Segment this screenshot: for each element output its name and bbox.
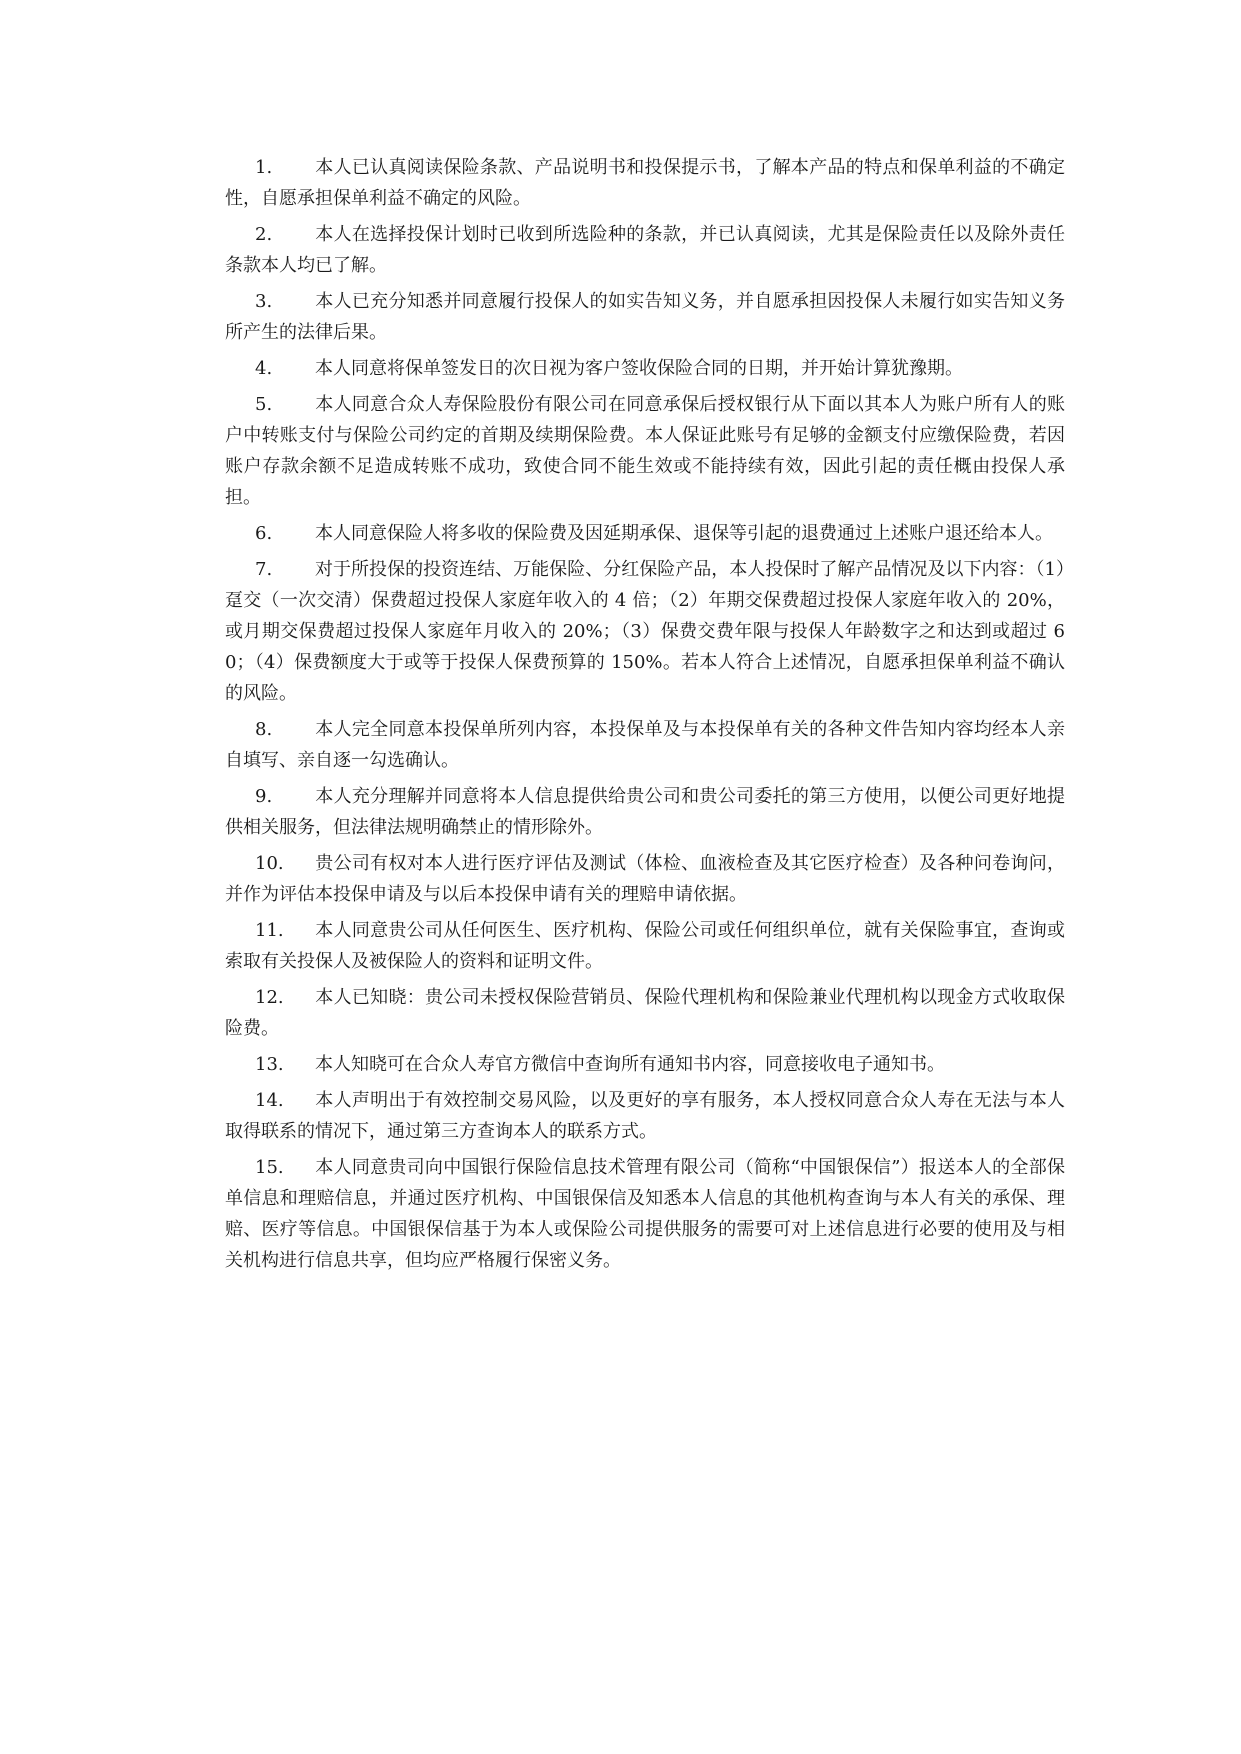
clause-text: 贵公司有权对本人进行医疗评估及测试（体检、血液检查及其它医疗检查）及各种问卷询问，并作为评估本投保申请及与以后本投保申请有关的理赔申请依据。 xyxy=(225,853,1065,905)
clause-text: 本人声明出于有效控制交易风险，以及更好的享有服务，本人授权同意合众人寿在无法与本人取得联系的情况下，通过第三方查询本人的联系方式。 xyxy=(225,1090,1065,1142)
clause-7 xyxy=(225,554,1065,709)
clause-text: 本人充分理解并同意将本人信息提供给贵公司和贵公司委托的第三方使用，以便公司更好地提供相关服务，但法律法规明确禁止的情形除外。 xyxy=(225,786,1065,838)
clause-text: 对于所投保的投资连结、万能保险、分红保险产品，本人投保时了解产品情况及以下内容：（1）趸交（一次交清）保费超过投保人家庭年收入的 4 倍；（2）年期交保费超过投保人家庭年收入的 20%，或月期交保费超过投保人家庭年月收入的 20%；（3）保费交费年限与投保人年龄数字之和达到或超过 60；（4）保费额度大于或等于投保人保费预算的 150%。若本人符合上述情况，自愿承担保单利益不确认的风险。 xyxy=(225,559,1065,704)
clause-number: 10. xyxy=(255,853,284,874)
clause-2 xyxy=(225,219,1065,281)
clause-6 xyxy=(225,518,1065,549)
clause-10 xyxy=(225,848,1065,910)
clause-1 xyxy=(225,152,1065,214)
clause-number: 11. xyxy=(255,920,284,941)
clause-text: 本人知晓可在合众人寿官方微信中查询所有通知书内容，同意接收电子通知书。 xyxy=(315,1054,945,1075)
clause-text: 本人同意保险人将多收的保险费及因延期承保、退保等引起的退费通过上述账户退还给本人。 xyxy=(315,523,1053,544)
clause-8 xyxy=(225,714,1065,776)
clause-number: 8. xyxy=(255,719,273,740)
clause-text: 本人同意贵司向中国银行保险信息技术管理有限公司（简称“中国银保信”）报送本人的全部保单信息和理赔信息，并通过医疗机构、中国银保信及知悉本人信息的其他机构查询与本人有关的承保、理赔、医疗等信息。中国银保信基于为本人或保险公司提供服务的需要可对上述信息进行必要的使用及与相关机构进行信息共享，但均应严格履行保密义务。 xyxy=(225,1157,1065,1271)
clause-number: 2. xyxy=(255,224,273,245)
clause-12 xyxy=(225,982,1065,1044)
clause-5 xyxy=(225,389,1065,513)
clause-14 xyxy=(225,1085,1065,1147)
clause-9 xyxy=(225,781,1065,843)
clause-number: 3. xyxy=(255,291,273,312)
clause-13 xyxy=(225,1049,1065,1080)
clause-number: 5. xyxy=(255,394,273,415)
clause-number: 4. xyxy=(255,358,273,379)
clause-text: 本人同意将保单签发日的次日视为客户签收保险合同的日期，并开始计算犹豫期。 xyxy=(315,358,963,379)
clause-number: 1. xyxy=(255,157,273,178)
clause-number: 7. xyxy=(255,559,273,580)
declaration-clauses xyxy=(225,152,1065,1281)
clause-number: 14. xyxy=(255,1090,284,1111)
clause-11 xyxy=(225,915,1065,977)
clause-number: 6. xyxy=(255,523,273,544)
clause-text: 本人已充分知悉并同意履行投保人的如实告知义务，并自愿承担因投保人未履行如实告知义务所产生的法律后果。 xyxy=(225,291,1065,343)
clause-text: 本人同意合众人寿保险股份有限公司在同意承保后授权银行从下面以其本人为账户所有人的账户中转账支付与保险公司约定的首期及续期保险费。本人保证此账号有足够的金额支付应缴保险费，若因账户存款余额不足造成转账不成功，致使合同不能生效或不能持续有效，因此引起的责任概由投保人承担。 xyxy=(225,394,1065,508)
clause-3 xyxy=(225,286,1065,348)
clause-text: 本人已认真阅读保险条款、产品说明书和投保提示书，了解本产品的特点和保单利益的不确定性，自愿承担保单利益不确定的风险。 xyxy=(225,157,1065,209)
clause-text: 本人完全同意本投保单所列内容，本投保单及与本投保单有关的各种文件告知内容均经本人亲自填写、亲自逐一勾选确认。 xyxy=(225,719,1065,771)
clause-text: 本人同意贵公司从任何医生、医疗机构、保险公司或任何组织单位，就有关保险事宜，查询或索取有关投保人及被保险人的资料和证明文件。 xyxy=(225,920,1065,972)
clause-15 xyxy=(225,1152,1065,1276)
clause-text: 本人已知晓：贵公司未授权保险营销员、保险代理机构和保险兼业代理机构以现金方式收取保险费。 xyxy=(225,987,1065,1039)
clause-number: 12. xyxy=(255,987,284,1008)
clause-number: 13. xyxy=(255,1054,284,1075)
clause-number: 9. xyxy=(255,786,273,807)
clause-4 xyxy=(225,353,1065,384)
clause-number: 15. xyxy=(255,1157,284,1178)
clause-text: 本人在选择投保计划时已收到所选险种的条款，并已认真阅读，尤其是保险责任以及除外责任条款本人均已了解。 xyxy=(225,224,1065,276)
